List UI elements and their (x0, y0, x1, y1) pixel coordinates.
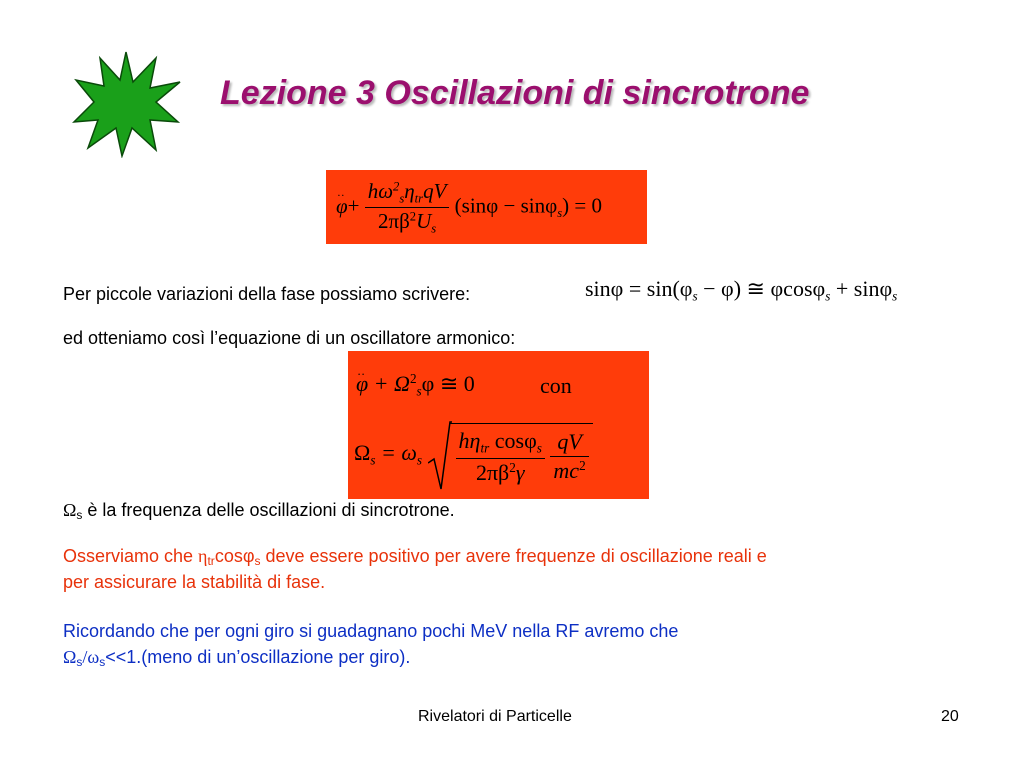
footer-title: Rivelatori di Particelle (418, 708, 572, 725)
eq-num: hω (367, 179, 394, 203)
rad-num1: hη (458, 428, 481, 453)
eq-den: 2πβ (377, 209, 410, 234)
eq-eta: η (404, 179, 415, 203)
eq-tail: ) = 0 (562, 193, 602, 218)
text-ricordando-line1: Ricordando che per ogni giro si guadagnano pochi MeV nella RF avremo che (63, 621, 679, 641)
eq-paren-sub: s (557, 206, 563, 221)
sa-sub2: s (825, 288, 831, 304)
ric-slash: /ω (82, 647, 100, 667)
obs-a: Osserviamo che (63, 546, 199, 566)
eq-num-sub: s (399, 191, 405, 206)
equation-con: con (540, 373, 572, 398)
eq-den-sup: 2 (409, 209, 417, 224)
rad-den1: 2πβ (475, 459, 510, 485)
eq-paren: (sinφ − sinφ (454, 193, 558, 218)
equation-small-angle (585, 276, 897, 305)
rad-den1-sup: 2 (509, 459, 516, 475)
equation-harmonic-line1 (356, 371, 475, 400)
eq-den-u: U (416, 209, 432, 234)
eq-qv: qV (423, 179, 447, 203)
rad-den2-sup: 2 (579, 458, 586, 474)
rad-num1-sub: tr (480, 440, 490, 456)
rad-num2: qV (550, 429, 588, 457)
omega-desc: è la frequenza delle oscillazioni di sincrotrone. (82, 500, 455, 520)
green-star-burst-icon (70, 50, 182, 158)
eq-eta-sub: tr (414, 191, 424, 206)
text-small-variation: Per piccole variazioni della fase possiamo scrivere: (63, 284, 471, 304)
sa-mid: − φ) ≅ φcosφ (697, 276, 826, 301)
rad-num1-sub2: s (536, 440, 542, 456)
eq-plus: + (347, 193, 360, 218)
eq-den-sub: s (431, 221, 437, 236)
omega-symbol: Ω (63, 500, 77, 520)
sqrt-sign-icon (428, 421, 452, 493)
footer-page-number: 20 (941, 708, 959, 725)
omega-sub: s (76, 508, 83, 522)
h-equals: = ω (375, 440, 417, 465)
equation-motion (336, 179, 602, 237)
obs-eta: η (198, 546, 208, 566)
ric-b: <<1.(meno di un’oscillazione per giro). (105, 647, 411, 667)
rad-den1-b: γ (515, 459, 525, 485)
equation-motion-box (326, 170, 647, 244)
obs-cos: cosφ (214, 546, 255, 566)
text-omega-description (63, 500, 455, 522)
h-line1-sub: s (416, 383, 422, 399)
obs-cos-sub: s (254, 554, 261, 568)
obs-b: deve essere positivo per avere frequenze di oscillazione reali e (260, 546, 767, 566)
h-omega-lhs: Ω (354, 440, 371, 465)
sa-sub1: s (692, 288, 698, 304)
text-ricordando-line2 (63, 647, 410, 669)
h-omega-lhs-sub: s (370, 452, 376, 468)
equation-omega (354, 423, 593, 486)
text-observation-line2: per assicurare la stabilità di fase. (63, 572, 326, 592)
rad-fraction-2 (550, 429, 588, 484)
eq-num-sup: 2 (393, 179, 400, 194)
equation-harmonic-box (348, 351, 649, 499)
eq-phi: .. φ (336, 194, 348, 218)
ric-omega: Ω (63, 647, 77, 667)
sa-plus: + sinφ (830, 276, 893, 301)
h-line1-a: .. φ + Ω (356, 371, 410, 396)
ric-sub2: s (99, 655, 106, 669)
eq-fraction (365, 179, 450, 237)
text-observation-line1 (63, 546, 767, 568)
h-omega-rhs-sub: s (416, 452, 423, 468)
rad-num1-b: cosφ (489, 428, 537, 453)
rad-fraction-1 (456, 428, 545, 486)
sa-lhs: sinφ = sin(φ (585, 276, 693, 301)
sqrt-radical (428, 423, 593, 486)
obs-eta-sub: tr (207, 554, 215, 568)
slide-title: Lezione 3 Oscillazioni di sincrotrone (220, 74, 810, 112)
rad-den2: mc (553, 458, 580, 484)
text-harmonic-intro: ed otteniamo così l’equazione di un oscillatore armonico: (63, 328, 516, 348)
h-line1-sup: 2 (409, 371, 417, 387)
sa-sub3: s (892, 288, 898, 304)
h-line1-b: φ ≅ 0 (421, 371, 475, 396)
ric-sub1: s (76, 655, 83, 669)
